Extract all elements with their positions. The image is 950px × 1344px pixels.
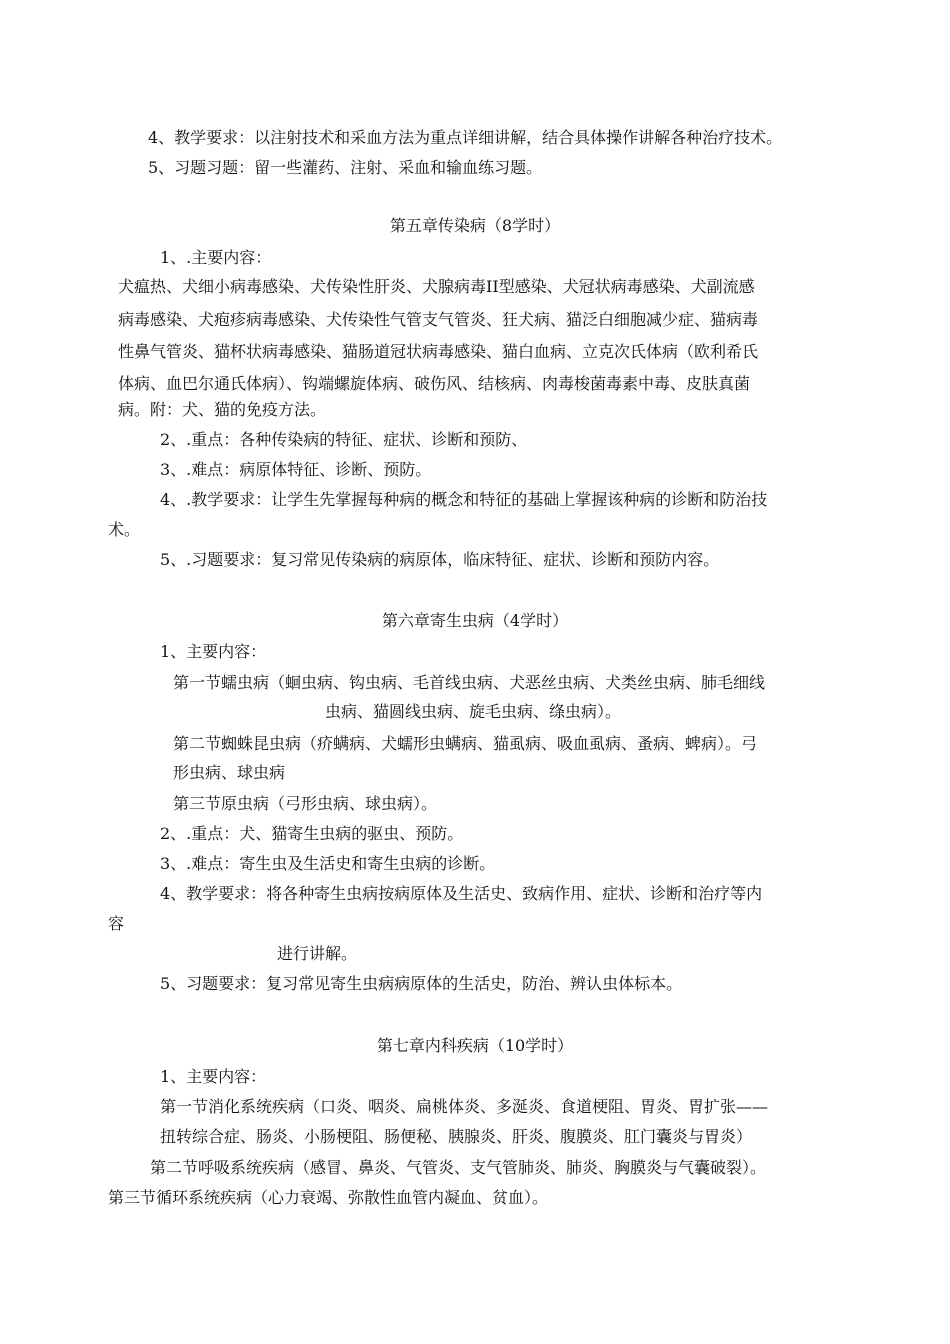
ch6-section-1: 第一节蠕虫病（蛔虫病、钩虫病、毛首线虫病、犬恶丝虫病、犬类丝虫病、肺毛细线 [173, 673, 766, 692]
ch7-section-1-cont: 扭转综合症、肠炎、小肠梗阻、肠便秘、胰腺炎、肝炎、腹膜炎、肛门囊炎与胃炎） [160, 1127, 753, 1146]
ch5-content-line: 性鼻气管炎、猫杯状病毒感染、猫肠道冠状病毒感染、猫白血病、立克次氏体病（欧利希氏 [118, 342, 759, 361]
ch6-exercises: 5、习题要求：复习常见寄生虫病病原体的生活史，防治、辨认虫体标本。 [160, 974, 683, 993]
ch5-exercises: 5、.习题要求：复习常见传染病的病原体，临床特征、症状、诊断和预防内容。 [160, 550, 720, 569]
ch6-section-1-cont: 虫病、猫圆线虫病、旋毛虫病、绦虫病）。 [325, 702, 622, 721]
chapter-7-title: 第七章内科疾病（10学时） [376, 1036, 574, 1055]
ch5-content-line: 病。附：犬、猫的免疫方法。 [118, 400, 327, 419]
ch7-section-3: 第三节循环系统疾病（心力衰竭、弥散性血管内凝血、贫血）。 [108, 1188, 549, 1207]
ch4-teaching-requirement: 4、教学要求：以注射技术和采血方法为重点详细讲解，结合具体操作讲解各种治疗技术。 [148, 128, 783, 147]
ch6-section-3: 第三节原虫病（弓形虫病、球虫病）。 [173, 794, 438, 813]
ch6-key-points: 2、.重点：犬、猫寄生虫病的驱虫、预防。 [160, 824, 464, 843]
ch6-main-content-label: 1、主要内容： [160, 642, 267, 661]
chapter-5-title: 第五章传染病（8学时） [389, 216, 561, 235]
chapter-6-title: 第六章寄生虫病（4学时） [381, 611, 569, 630]
ch5-main-content-label: 1、.主要内容： [160, 248, 272, 267]
ch5-content-line: 体病、血巴尔通氏体病）、钩端螺旋体病、破伤风、结核病、肉毒梭菌毒素中毒、皮肤真菌 [118, 374, 751, 393]
ch4-exercises: 5、习题习题：留一些灌药、注射、采血和输血练习题。 [148, 158, 543, 177]
ch6-section-2: 第二节蜘蛛昆虫病（疥螨病、犬蠕形虫螨病、猫虱病、吸血虱病、蚤病、蜱病）。弓 [173, 734, 758, 753]
ch5-content-line: 犬瘟热、犬细小病毒感染、犬传染性肝炎、犬腺病毒II型感染、犬冠状病毒感染、犬副流感 [118, 277, 755, 296]
ch5-teaching-requirement-cont: 术。 [108, 520, 141, 539]
ch5-key-points: 2、.重点：各种传染病的特征、症状、诊断和预防、 [160, 430, 528, 449]
ch5-difficulties: 3、.难点：病原体特征、诊断、预防。 [160, 460, 432, 479]
ch5-content-line: 病毒感染、犬疱疹病毒感染、犬传染性气管支气管炎、狂犬病、猫泛白细胞减少症、猫病毒 [118, 310, 759, 329]
ch6-difficulties: 3、.难点：寄生虫及生活史和寄生虫病的诊断。 [160, 854, 496, 873]
ch7-section-1: 第一节消化系统疾病（口炎、咽炎、扁桃体炎、多涎炎、食道梗阻、胃炎、胃扩张—— [160, 1097, 769, 1116]
ch5-teaching-requirement: 4、.教学要求：让学生先掌握每种病的概念和特征的基础上掌握该种病的诊断和防治技 [160, 490, 768, 509]
ch6-teaching-requirement: 4、教学要求：将各种寄生虫病按病原体及生活史、致病作用、症状、诊断和治疗等内 [160, 884, 763, 903]
ch6-teaching-requirement-cont: 容 [108, 914, 125, 933]
ch7-main-content-label: 1、主要内容： [160, 1067, 267, 1086]
ch6-teaching-requirement-cont: 进行讲解。 [277, 944, 358, 963]
ch6-section-2-cont: 形虫病、球虫病 [173, 763, 286, 782]
ch7-section-2: 第二节呼吸系统疾病（感冒、鼻炎、气管炎、支气管肺炎、肺炎、胸膜炎与气囊破裂）。 [150, 1158, 767, 1177]
